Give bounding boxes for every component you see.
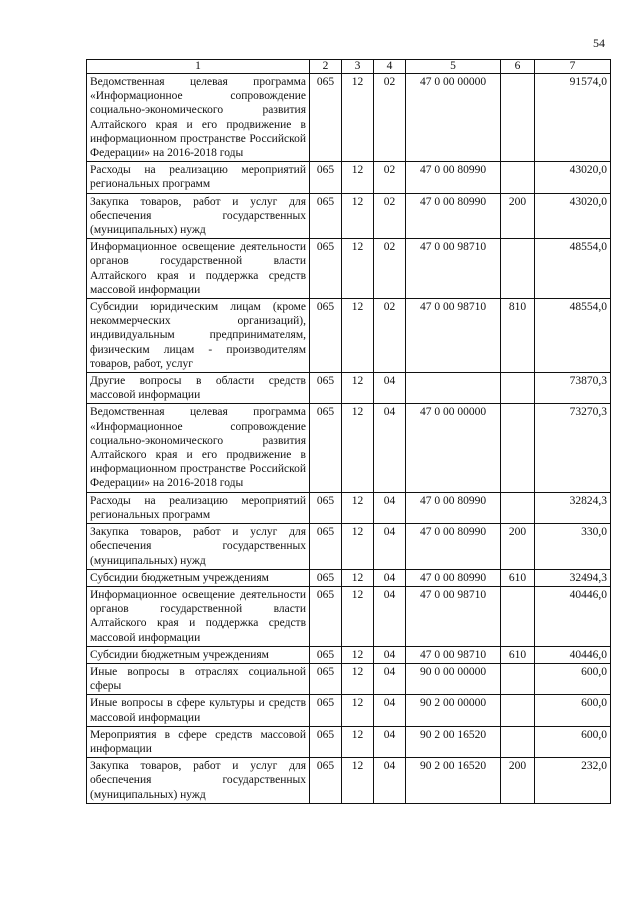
section-code-cell: 12 <box>342 299 374 373</box>
target-article-cell: 47 0 00 98710 <box>406 299 501 373</box>
header-col-3: 3 <box>342 60 374 74</box>
expense-name-cell: Субсидии бюджетным учреждениям <box>87 569 310 586</box>
expense-type-cell: 810 <box>501 299 535 373</box>
expense-type-cell <box>501 663 535 694</box>
table-row <box>87 404 611 492</box>
target-article-cell: 47 0 00 00000 <box>406 404 501 492</box>
target-article-cell: 47 0 00 80990 <box>406 492 501 523</box>
expense-name-cell: Расходы на реализацию мероприятий региональных программ <box>87 162 310 193</box>
target-article-cell: 47 0 00 80990 <box>406 524 501 570</box>
department-code-cell: 065 <box>310 299 342 373</box>
target-article-cell: 47 0 00 80990 <box>406 193 501 239</box>
expense-type-cell: 610 <box>501 646 535 663</box>
expense-name-cell: Информационное освещение деятельности органов государственной власти Алтайского края и поддержка средств массовой информации <box>87 239 310 299</box>
expense-name-cell: Другие вопросы в области средств массовой информации <box>87 373 310 404</box>
expense-type-cell: 200 <box>501 758 535 804</box>
section-code-cell: 12 <box>342 373 374 404</box>
amount-cell: 73870,3 <box>535 373 611 404</box>
subsection-code-cell: 04 <box>374 586 406 646</box>
header-col-2: 2 <box>310 60 342 74</box>
section-code-cell: 12 <box>342 646 374 663</box>
section-code-cell: 12 <box>342 193 374 239</box>
expense-name-cell: Ведомственная целевая программа «Информационное сопровождение социально-экономического развития Алтайского края и его продвижение в информационном пространстве Российской Федерации» на 2016-2018 годы <box>87 74 310 162</box>
subsection-code-cell: 04 <box>374 726 406 757</box>
target-article-cell: 90 2 00 00000 <box>406 695 501 726</box>
expense-name-cell: Мероприятия в сфере средств массовой информации <box>87 726 310 757</box>
expense-name-cell: Субсидии юридическим лицам (кроме некоммерческих организаций), индивидуальным предпринимателям, физическим лицам - производителям товаров, работ, услуг <box>87 299 310 373</box>
target-article-cell: 90 2 00 16520 <box>406 726 501 757</box>
section-code-cell: 12 <box>342 162 374 193</box>
expense-type-cell <box>501 586 535 646</box>
amount-cell: 40446,0 <box>535 646 611 663</box>
target-article-cell: 90 0 00 00000 <box>406 663 501 694</box>
section-code-cell: 12 <box>342 586 374 646</box>
table-row <box>87 726 611 757</box>
table-row <box>87 586 611 646</box>
department-code-cell: 065 <box>310 162 342 193</box>
target-article-cell: 47 0 00 98710 <box>406 646 501 663</box>
header-col-5: 5 <box>406 60 501 74</box>
header-col-7: 7 <box>535 60 611 74</box>
section-code-cell: 12 <box>342 524 374 570</box>
expense-type-cell <box>501 239 535 299</box>
table-row <box>87 193 611 239</box>
amount-cell: 32824,3 <box>535 492 611 523</box>
table-row <box>87 239 611 299</box>
expense-type-cell: 200 <box>501 193 535 239</box>
expense-type-cell <box>501 726 535 757</box>
section-code-cell: 12 <box>342 404 374 492</box>
subsection-code-cell: 02 <box>374 74 406 162</box>
expense-name-cell: Расходы на реализацию мероприятий региональных программ <box>87 492 310 523</box>
section-code-cell: 12 <box>342 569 374 586</box>
table-row <box>87 758 611 804</box>
section-code-cell: 12 <box>342 695 374 726</box>
amount-cell: 330,0 <box>535 524 611 570</box>
amount-cell: 40446,0 <box>535 586 611 646</box>
expense-name-cell: Иные вопросы в сфере культуры и средств массовой информации <box>87 695 310 726</box>
amount-cell: 600,0 <box>535 695 611 726</box>
header-col-6: 6 <box>501 60 535 74</box>
expense-type-cell <box>501 373 535 404</box>
section-code-cell: 12 <box>342 758 374 804</box>
department-code-cell: 065 <box>310 492 342 523</box>
expense-name-cell: Информационное освещение деятельности органов государственной власти Алтайского края и поддержка средств массовой информации <box>87 586 310 646</box>
subsection-code-cell: 04 <box>374 758 406 804</box>
department-code-cell: 065 <box>310 74 342 162</box>
subsection-code-cell: 02 <box>374 193 406 239</box>
header-col-1: 1 <box>87 60 310 74</box>
amount-cell: 73270,3 <box>535 404 611 492</box>
department-code-cell: 065 <box>310 663 342 694</box>
department-code-cell: 065 <box>310 569 342 586</box>
section-code-cell: 12 <box>342 239 374 299</box>
table-row <box>87 74 611 162</box>
expense-type-cell <box>501 162 535 193</box>
target-article-cell <box>406 373 501 404</box>
target-article-cell: 47 0 00 00000 <box>406 74 501 162</box>
amount-cell: 43020,0 <box>535 193 611 239</box>
department-code-cell: 065 <box>310 695 342 726</box>
table-row <box>87 162 611 193</box>
budget-table <box>86 59 611 804</box>
expense-type-cell <box>501 74 535 162</box>
table-row <box>87 299 611 373</box>
subsection-code-cell: 04 <box>374 695 406 726</box>
expense-name-cell: Иные вопросы в отраслях социальной сферы <box>87 663 310 694</box>
subsection-code-cell: 04 <box>374 373 406 404</box>
department-code-cell: 065 <box>310 646 342 663</box>
header-row <box>87 60 611 74</box>
expense-name-cell: Закупка товаров, работ и услуг для обеспечения государственных (муниципальных) нужд <box>87 758 310 804</box>
table-row <box>87 524 611 570</box>
expense-type-cell <box>501 404 535 492</box>
department-code-cell: 065 <box>310 758 342 804</box>
table-row <box>87 569 611 586</box>
amount-cell: 43020,0 <box>535 162 611 193</box>
subsection-code-cell: 04 <box>374 646 406 663</box>
subsection-code-cell: 04 <box>374 524 406 570</box>
amount-cell: 91574,0 <box>535 74 611 162</box>
table-row <box>87 695 611 726</box>
expense-name-cell: Ведомственная целевая программа «Информационное сопровождение социально-экономического развития Алтайского края и его продвижение в информационном пространстве Российской Федерации» на 2016-2018 годы <box>87 404 310 492</box>
target-article-cell: 47 0 00 80990 <box>406 569 501 586</box>
department-code-cell: 065 <box>310 239 342 299</box>
amount-cell: 600,0 <box>535 726 611 757</box>
table-row <box>87 663 611 694</box>
section-code-cell: 12 <box>342 74 374 162</box>
department-code-cell: 065 <box>310 726 342 757</box>
subsection-code-cell: 02 <box>374 299 406 373</box>
subsection-code-cell: 04 <box>374 569 406 586</box>
department-code-cell: 065 <box>310 524 342 570</box>
table-row <box>87 646 611 663</box>
table-row <box>87 492 611 523</box>
amount-cell: 32494,3 <box>535 569 611 586</box>
amount-cell: 600,0 <box>535 663 611 694</box>
department-code-cell: 065 <box>310 193 342 239</box>
amount-cell: 232,0 <box>535 758 611 804</box>
target-article-cell: 47 0 00 98710 <box>406 586 501 646</box>
expense-name-cell: Субсидии бюджетным учреждениям <box>87 646 310 663</box>
expense-name-cell: Закупка товаров, работ и услуг для обеспечения государственных (муниципальных) нужд <box>87 193 310 239</box>
subsection-code-cell: 04 <box>374 492 406 523</box>
header-col-4: 4 <box>374 60 406 74</box>
subsection-code-cell: 04 <box>374 404 406 492</box>
page-number: 54 <box>593 36 605 50</box>
subsection-code-cell: 02 <box>374 162 406 193</box>
expense-type-cell: 610 <box>501 569 535 586</box>
expense-name-cell: Закупка товаров, работ и услуг для обеспечения государственных (муниципальных) нужд <box>87 524 310 570</box>
expense-type-cell: 200 <box>501 524 535 570</box>
expense-type-cell <box>501 492 535 523</box>
amount-cell: 48554,0 <box>535 239 611 299</box>
target-article-cell: 47 0 00 80990 <box>406 162 501 193</box>
expense-type-cell <box>501 695 535 726</box>
amount-cell: 48554,0 <box>535 299 611 373</box>
section-code-cell: 12 <box>342 492 374 523</box>
section-code-cell: 12 <box>342 663 374 694</box>
department-code-cell: 065 <box>310 586 342 646</box>
subsection-code-cell: 02 <box>374 239 406 299</box>
subsection-code-cell: 04 <box>374 663 406 694</box>
department-code-cell: 065 <box>310 373 342 404</box>
table-row <box>87 373 611 404</box>
target-article-cell: 90 2 00 16520 <box>406 758 501 804</box>
section-code-cell: 12 <box>342 726 374 757</box>
target-article-cell: 47 0 00 98710 <box>406 239 501 299</box>
department-code-cell: 065 <box>310 404 342 492</box>
